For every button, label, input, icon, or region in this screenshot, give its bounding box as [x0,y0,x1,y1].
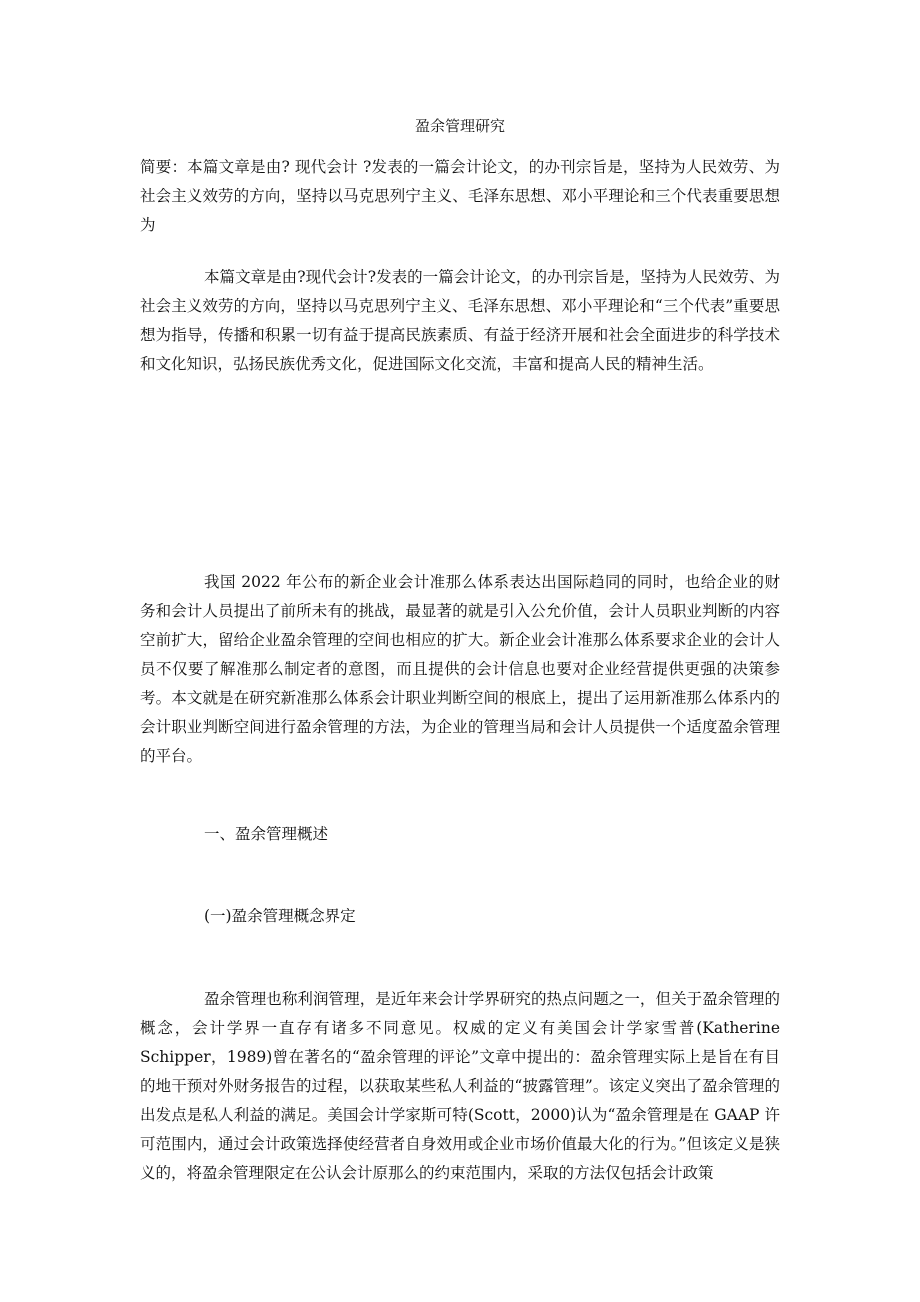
subsection-heading: (一)盈余管理概念界定 [204,907,356,925]
section-heading: 一、盈余管理概述 [204,825,329,843]
abstract-paragraph: 简要：本篇文章是由? 现代会计 ?发表的一篇会计论文，的办刊宗旨是，坚持为人民效劳、为社会主义效劳的方向，坚持以马克思列宁主义、毛泽东思想、邓小平理论和三个代表重要思想为 [140,158,780,234]
document-title: 盈余管理研究 [414,117,505,135]
intro-paragraph: 本篇文章是由?现代会计?发表的一篇会计论文，的办刊宗旨是，坚持为人民效劳、为社会主义效劳的方向，坚持以马克思列宁主义、毛泽东思想、邓小平理论和“三个代表”重要思想为指导，传播和积累一切有益于提高民族素质、有益于经济开展和社会全面进步的科学技术和文化知识，弘扬民族优秀文化，促进国际文化交流，丰富和提高人民的精神生活。 [140,268,780,373]
definition-paragraph: 盈余管理也称利润管理，是近年来会计学界研究的热点问题之一，但关于盈余管理的概念，会计学界一直存有诸多不同意见。权威的定义有美国会计学家雪普(Katherine Schipper，1989)曾在著名的“盈余管理的评论”文章中提出的：盈余管理实际上是旨在有目的地干预对外财务报告的过程，以获取某些私人利益的“披露管理”。该定义突出了盈余管理的出发点是私人利益的满足。美国会计学家斯可特(Scott，2000)认为“盈余管理是在 GAAP 许可范围内，通过会计政策选择使经营者自身效用或企业市场价值最大化的行为。”但该定义是狭义的，将盈余管理限定在公认会计原那么的约束范围内，采取的方法仅包括会计政策 [140,990,780,1182]
background-paragraph: 我国 2022 年公布的新企业会计准那么体系表达出国际趋同的同时，也给企业的财务和会计人员提出了前所未有的挑战，最显著的就是引入公允价值，会计人员职业判断的内容空前扩大，留给企业盈余管理的空间也相应的扩大。新企业会计准那么体系要求企业的会计人员不仅要了解准那么制定者的意图，而且提供的会计信息也要对企业经营提供更强的决策参考。本文就是在研究新准那么体系会计职业判断空间的根底上，提出了运用新准那么体系内的会计职业判断空间进行盈余管理的方法，为企业的管理当局和会计人员提供一个适度盈余管理的平台。 [140,573,780,765]
